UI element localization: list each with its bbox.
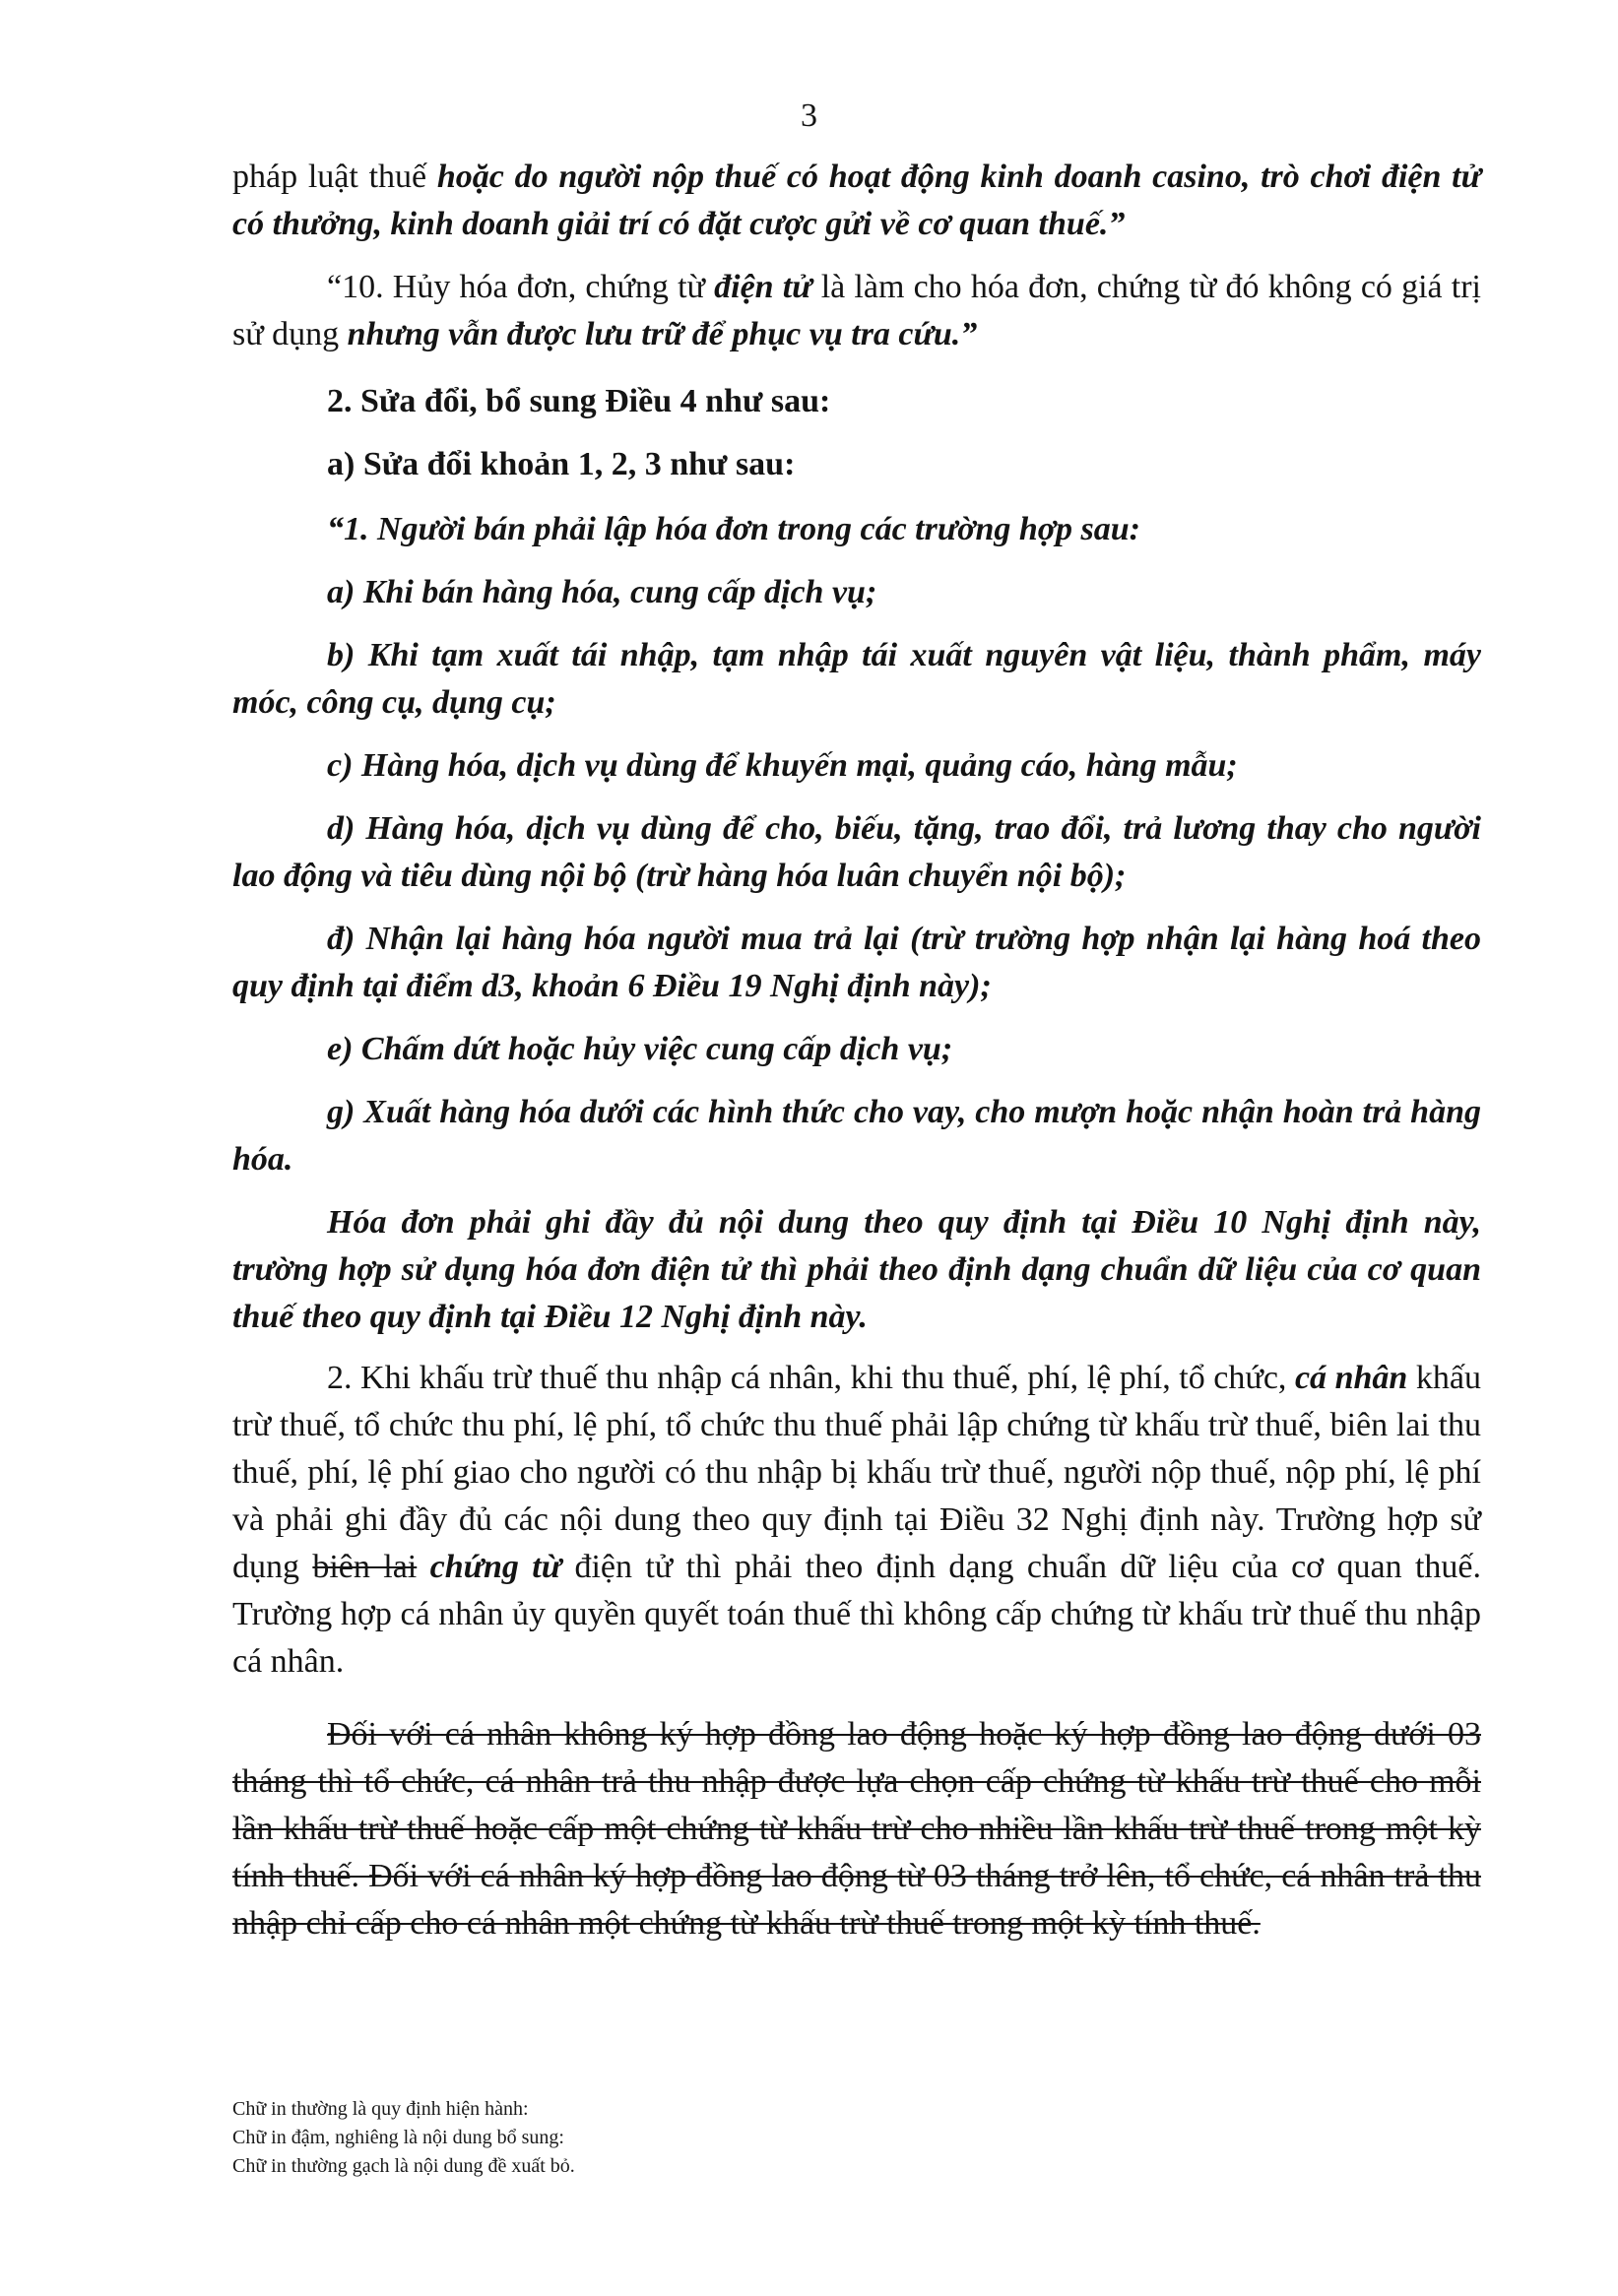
- added-text: chứng từ: [429, 1549, 562, 1585]
- regular-text: điện tử thì phải theo định dạng chuẩn dữ liệu của cơ quan thuế. Trường hợp cá nhân ủy quyền quyết toán thuế thì không cấp chứng từ khấu trừ thuế thu nhập cá nhân.: [232, 1549, 1481, 1680]
- heading-article-4: 2. Sửa đổi, bổ sung Điều 4 như sau:: [327, 383, 831, 419]
- list-item-d: d) Hàng hóa, dịch vụ dùng để cho, biếu, tặng, trao đổi, trả lương thay cho người lao động và tiêu dùng nội bộ (trừ hàng hóa luân chuyển nội bộ);: [232, 810, 1481, 894]
- added-text: nhưng vẫn được lưu trữ để phục vụ tra cứu.”: [347, 316, 978, 352]
- list-item-e: e) Chấm dứt hoặc hủy việc cung cấp dịch vụ;: [327, 1031, 953, 1067]
- list-item-a: a) Khi bán hàng hóa, cung cấp dịch vụ;: [327, 574, 877, 610]
- list-item-c: c) Hàng hóa, dịch vụ dùng để khuyến mại, quảng cáo, hàng mẫu;: [327, 747, 1238, 784]
- paragraph-clause-2: [232, 1355, 1481, 1686]
- removed-text: Đối với cá nhân không ký hợp đồng lao động hoặc ký hợp đồng lao động dưới 03 tháng thì tổ chức, cá nhân trả thu nhập được lựa chọn cấp chứng từ khấu trừ thuế cho mỗi lần khấu trừ thuế hoặc cấp một chứng từ khấu trừ cho nhiều lần khấu trừ thuế trong một kỳ tính thuế. Đối với cá nhân ký hợp đồng lao động từ 03 tháng trở lên, tổ chức, cá nhân trả thu nhập chỉ cấp cho cá nhân một chứng từ khấu trừ thuế trong một kỳ tính thuế.: [232, 1716, 1481, 1942]
- legend-footnotes: [232, 2095, 575, 2181]
- removed-text: biên lai: [312, 1549, 418, 1585]
- footnote-added: Chữ in đậm, nghiêng là nội dung bổ sung:: [232, 2127, 564, 2148]
- regular-text: khấu trừ thuế, tổ chức thu phí, lệ phí, tổ chức thu thuế phải lập chứng từ khấu trừ thuế, biên lai thu thuế, phí, lệ phí giao cho người có thu nhập bị khấu trừ thuế, người nộp thuế, nộp phí, lệ phí và phải ghi đầy đủ các nội dung theo quy định tại Điều 32 Nghị định này. Trường hợp sử dụng: [232, 1360, 1481, 1585]
- regular-text: pháp luật thuế: [232, 159, 437, 195]
- page-number: 3: [801, 97, 817, 134]
- list-item-g: g) Xuất hàng hóa dưới các hình thức cho vay, cho mượn hoặc nhận hoàn trả hàng hóa.: [232, 1094, 1481, 1178]
- list-item-b: b) Khi tạm xuất tái nhập, tạm nhập tái xuất nguyên vật liệu, thành phẩm, máy móc, công cụ, dụng cụ;: [232, 637, 1481, 721]
- heading-amend-clauses: a) Sửa đổi khoản 1, 2, 3 như sau:: [327, 446, 796, 482]
- footnote-regular: Chữ in thường là quy định hiện hành:: [232, 2098, 529, 2120]
- clause-1-intro: “1. Người bán phải lập hóa đơn trong các trường hợp sau:: [327, 511, 1140, 547]
- regular-text: là làm cho hóa đơn, chứng từ đó không có giá trị sử dụng: [232, 269, 1482, 352]
- added-text: điện tử: [714, 269, 812, 305]
- paragraph-clause-10: [232, 264, 1481, 358]
- added-text: hoặc do người nộp thuế có hoạt động kinh doanh casino, trò chơi điện tử có thưởng, kinh doanh giải trí có đặt cược gửi về cơ quan thuế.”: [232, 159, 1481, 242]
- regular-text: “10. Hủy hóa đơn, chứng từ: [327, 269, 715, 305]
- regular-text: 2. Khi khấu trừ thuế thu nhập cá nhân, khi thu thuế, phí, lệ phí, tổ chức,: [327, 1360, 1295, 1396]
- added-text: cá nhân: [1294, 1360, 1408, 1396]
- paragraph-invoice-content: Hóa đơn phải ghi đầy đủ nội dung theo quy định tại Điều 10 Nghị định này, trường hợp sử dụng hóa đơn điện tử thì phải theo định dạng chuẩn dữ liệu của cơ quan thuế theo quy định tại Điều 12 Nghị định này.: [232, 1204, 1481, 1335]
- list-item-dd: đ) Nhận lại hàng hóa người mua trả lại (trừ trường hợp nhận lại hàng hoá theo quy định tại điểm d3, khoản 6 Điều 19 Nghị định này);: [232, 921, 1481, 1004]
- paragraph-continuation: [232, 154, 1481, 248]
- paragraph-struck-proposal: [232, 1711, 1481, 1947]
- footnote-removed: Chữ in thường gạch là nội dung đề xuất bỏ.: [232, 2155, 575, 2177]
